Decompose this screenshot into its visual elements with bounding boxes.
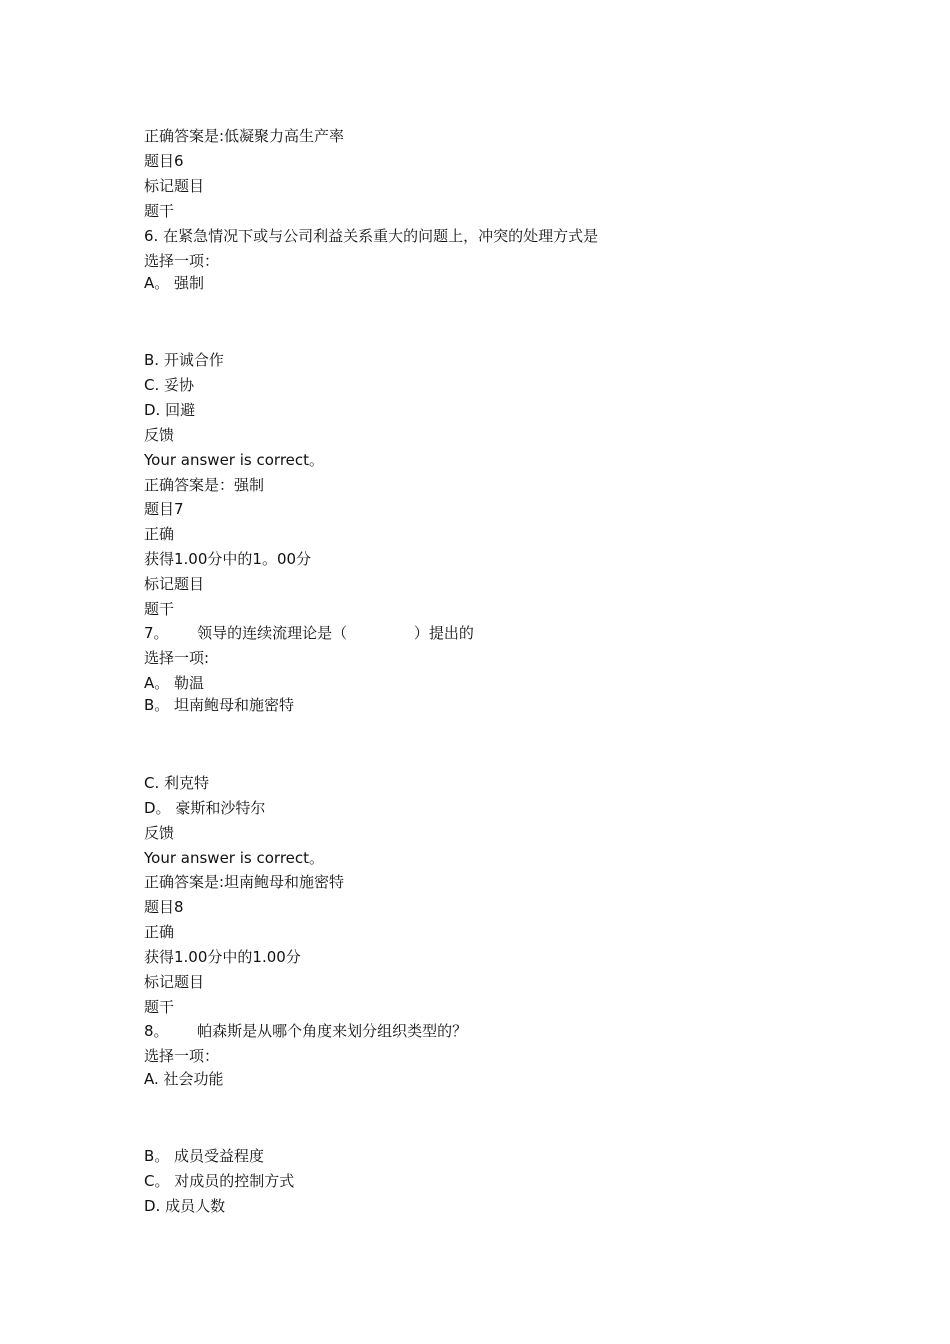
feedback-text: Your answer is correct。 <box>144 849 325 867</box>
flag-question-label: 标记题目 <box>144 575 205 593</box>
correct-answer-line: 正确答案是:低凝聚力高生产率 <box>144 127 345 145</box>
question-text: 6. 在紧急情况下或与公司利益关系重大的问题上，冲突的处理方式是 <box>144 227 599 245</box>
option-c: C. 利克特 <box>144 774 210 792</box>
feedback-label: 反馈 <box>144 426 175 444</box>
question-number: 题目8 <box>144 898 184 916</box>
question-stem-label: 题干 <box>144 600 175 618</box>
option-c: C. 妥协 <box>144 376 195 394</box>
question-stem-label: 题干 <box>144 998 175 1016</box>
choose-one-label: 选择一项： <box>144 252 220 270</box>
option-a: A。 勒温 <box>144 674 205 692</box>
feedback-label: 反馈 <box>144 824 175 842</box>
option-b: B. 开诚合作 <box>144 351 224 369</box>
question-text: 7。 领导的连续流理论是（ ）提出的 <box>144 624 474 642</box>
option-a: A. 社会功能 <box>144 1070 224 1088</box>
option-a: A。 强制 <box>144 274 205 292</box>
option-b: B。 坦南鲍母和施密特 <box>144 696 295 714</box>
choose-one-label: 选择一项: <box>144 649 210 667</box>
status-correct: 正确 <box>144 923 175 941</box>
choose-one-label: 选择一项： <box>144 1047 220 1065</box>
feedback-text: Your answer is correct。 <box>144 451 325 469</box>
status-correct: 正确 <box>144 525 175 543</box>
option-c: C。 对成员的控制方式 <box>144 1172 295 1190</box>
flag-question-label: 标记题目 <box>144 177 205 195</box>
option-d: D. 回避 <box>144 401 196 419</box>
correct-answer-line: 正确答案是：强制 <box>144 476 265 494</box>
question-text: 8。 帕森斯是从哪个角度来划分组织类型的？ <box>144 1022 468 1040</box>
flag-question-label: 标记题目 <box>144 973 205 991</box>
option-b: B。 成员受益程度 <box>144 1147 265 1165</box>
score-line: 获得1.00分中的1.00分 <box>144 948 301 966</box>
option-d: D。 豪斯和沙特尔 <box>144 799 266 817</box>
question-number: 题目6 <box>144 152 184 170</box>
question-number: 题目7 <box>144 500 184 518</box>
score-line: 获得1.00分中的1。00分 <box>144 550 312 568</box>
correct-answer-line: 正确答案是:坦南鲍母和施密特 <box>144 873 345 891</box>
option-d: D. 成员人数 <box>144 1197 226 1215</box>
question-stem-label: 题干 <box>144 202 175 220</box>
